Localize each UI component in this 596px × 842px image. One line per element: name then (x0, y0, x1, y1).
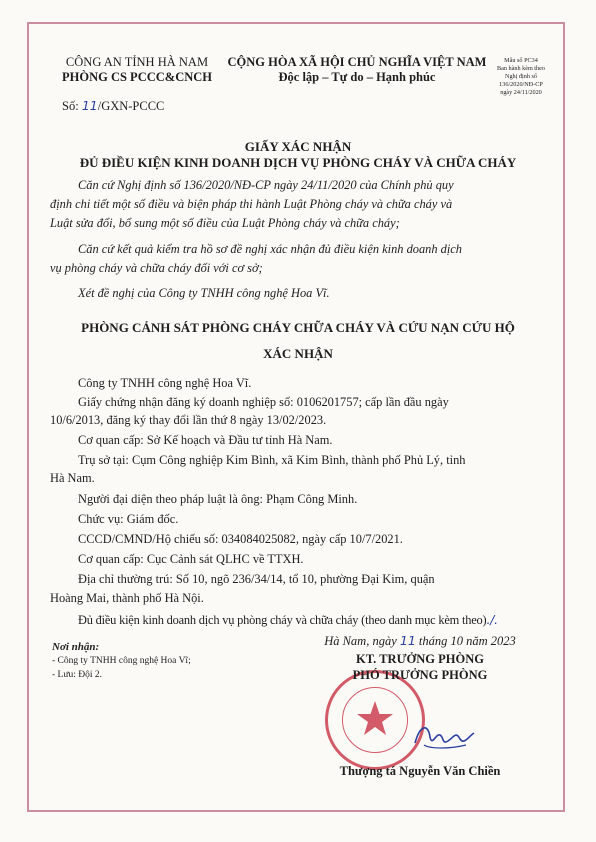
preamble-review-2 (50, 259, 550, 278)
document-number (62, 98, 164, 114)
rep-text: Người đại diện theo pháp luật là ông: Phạm Công Minh. (78, 492, 358, 506)
business-cert (50, 393, 550, 412)
id-number (50, 530, 550, 549)
preamble-review (50, 240, 550, 259)
date-suffix: tháng 10 năm 2023 (415, 634, 516, 648)
recipients-label: Nơi nhận: (52, 641, 100, 653)
headquarters (50, 451, 550, 470)
eligibility-statement (50, 610, 550, 630)
preamble-decree-2 (50, 195, 550, 214)
permanent-address (50, 570, 550, 589)
position-text: Chức vụ: Giám đốc. (78, 512, 179, 526)
form-number-note (486, 57, 556, 97)
review-line-1: Căn cứ kết quả kiểm tra hồ sơ đề nghị xác nhận đủ điều kiện kinh doanh dịch (78, 242, 462, 256)
representative-position (50, 510, 550, 529)
decree-line-3: Luật sửa đổi, bổ sung một số điều của Luật Phòng cháy và chữa cháy; (50, 216, 400, 230)
id-text: CCCD/CMND/Hộ chiếu số: 034084025082, ngày cấp 10/7/2021. (78, 532, 403, 546)
issuer-text: Cơ quan cấp: Sở Kế hoạch và Đầu tư tỉnh Hà Nam. (78, 433, 333, 447)
form-line-2: Ban hành kèm theo (497, 65, 545, 72)
star-icon (328, 673, 422, 767)
preamble-decree (50, 176, 550, 195)
recipient-1: - Công ty TNHH công nghệ Hoa Vĩ; (52, 656, 191, 666)
signing-line-2: PHÓ TRƯỞNG PHÒNG (352, 668, 488, 682)
national-name: CỘNG HÒA XÃ HỘI CHỦ NGHĨA VIỆT NAM (227, 55, 487, 69)
signing-authority (300, 651, 540, 683)
eligible-end-mark: ./. (486, 612, 498, 627)
decree-line-2: định chi tiết một số điều và biện pháp thi hành Luật Phòng cháy và chữa cháy và (50, 197, 453, 211)
permanent-address-2 (50, 589, 550, 608)
form-line-5: ngày 24/11/2020 (500, 89, 542, 96)
id-issuer-text: Cơ quan cấp: Cục Cảnh sát QLHC về TTXH. (78, 552, 304, 566)
cert-issuer (50, 431, 550, 450)
agency-block (42, 55, 232, 85)
form-line-4: 136/2020/NĐ-CP (499, 81, 543, 88)
signing-line-1: KT. TRƯỞNG PHÒNG (356, 652, 484, 666)
headquarters-2 (50, 469, 550, 488)
review-line-2: vụ phòng cháy và chữa cháy đối với cơ sở; (50, 261, 263, 275)
hq-line-1: Trụ sở tại: Cụm Công nghiệp Kim Bình, xã Kim Bình, thành phố Phủ Lý, tỉnh (78, 453, 466, 467)
eligible-text: Đủ điều kiện kinh doanh dịch vụ phòng cháy và chữa cháy (theo danh mục kèm theo) (78, 613, 487, 627)
form-line-3: Nghị định số (505, 73, 537, 80)
hq-line-2: Hà Nam. (50, 471, 95, 485)
request-line: Xét đề nghị của Công ty TNHH công nghệ Hoa Vĩ. (78, 286, 330, 300)
id-issuer (50, 550, 550, 569)
signer-name: Thượng tá Nguyễn Văn Chiền (339, 764, 501, 778)
date-prefix: Hà Nam, ngày (324, 634, 400, 648)
recipients-block (52, 640, 191, 682)
company-name (50, 374, 550, 393)
cert-line-1: Giấy chứng nhận đăng ký doanh nghiệp số: 0106201757; cấp lần đầu ngày (78, 395, 449, 409)
number-suffix: /GXN-PCCC (97, 99, 165, 113)
confirm-heading: XÁC NHẬN (263, 346, 333, 361)
agency-parent: CÔNG AN TỈNH HÀ NAM (65, 55, 209, 69)
agency-unit: PHÒNG CS PCCC&CNCH (62, 70, 212, 84)
document-title (30, 139, 566, 171)
decree-line-1: Căn cứ Nghị định số 136/2020/NĐ-CP ngày 24/11/2020 của Chính phủ quy (78, 178, 454, 192)
title-line-1: GIẤY XÁC NHẬN (244, 139, 352, 154)
date-day-handwritten: 11 (399, 633, 416, 648)
company-text: Công ty TNHH công nghệ Hoa Vĩ. (78, 376, 252, 390)
preamble-decree-3 (50, 214, 550, 233)
cert-line-2: 10/6/2013, đăng ký thay đổi lần thứ 8 ngày 13/02/2023. (50, 413, 327, 427)
form-line-1: Mẫu số PC34 (504, 57, 538, 64)
number-prefix: Số: (62, 99, 82, 113)
preamble-request (50, 284, 550, 303)
business-cert-2 (50, 411, 550, 430)
addr-line-1: Địa chỉ thường trú: Số 10, ngõ 236/34/14, tổ 10, phường Đại Kim, quận (78, 572, 435, 586)
handwritten-signature (410, 715, 480, 755)
national-motto: Độc lập – Tự do – Hạnh phúc (278, 70, 436, 84)
signing-date (300, 633, 540, 649)
recipient-2: - Lưu: Đội 2. (52, 670, 103, 680)
addr-line-2: Hoàng Mai, thành phố Hà Nội. (50, 591, 204, 605)
title-line-2: ĐỦ ĐIỀU KIỆN KINH DOANH DỊCH VỤ PHÒNG CHÁY VÀ CHỮA CHÁY (79, 155, 517, 170)
legal-representative (50, 490, 550, 509)
number-handwritten: 11 (81, 98, 98, 113)
authority-name: PHÒNG CẢNH SÁT PHÒNG CHÁY CHỮA CHÁY VÀ CỨU NẠN CỨU HỘ (81, 320, 515, 335)
national-motto-block (222, 55, 492, 85)
